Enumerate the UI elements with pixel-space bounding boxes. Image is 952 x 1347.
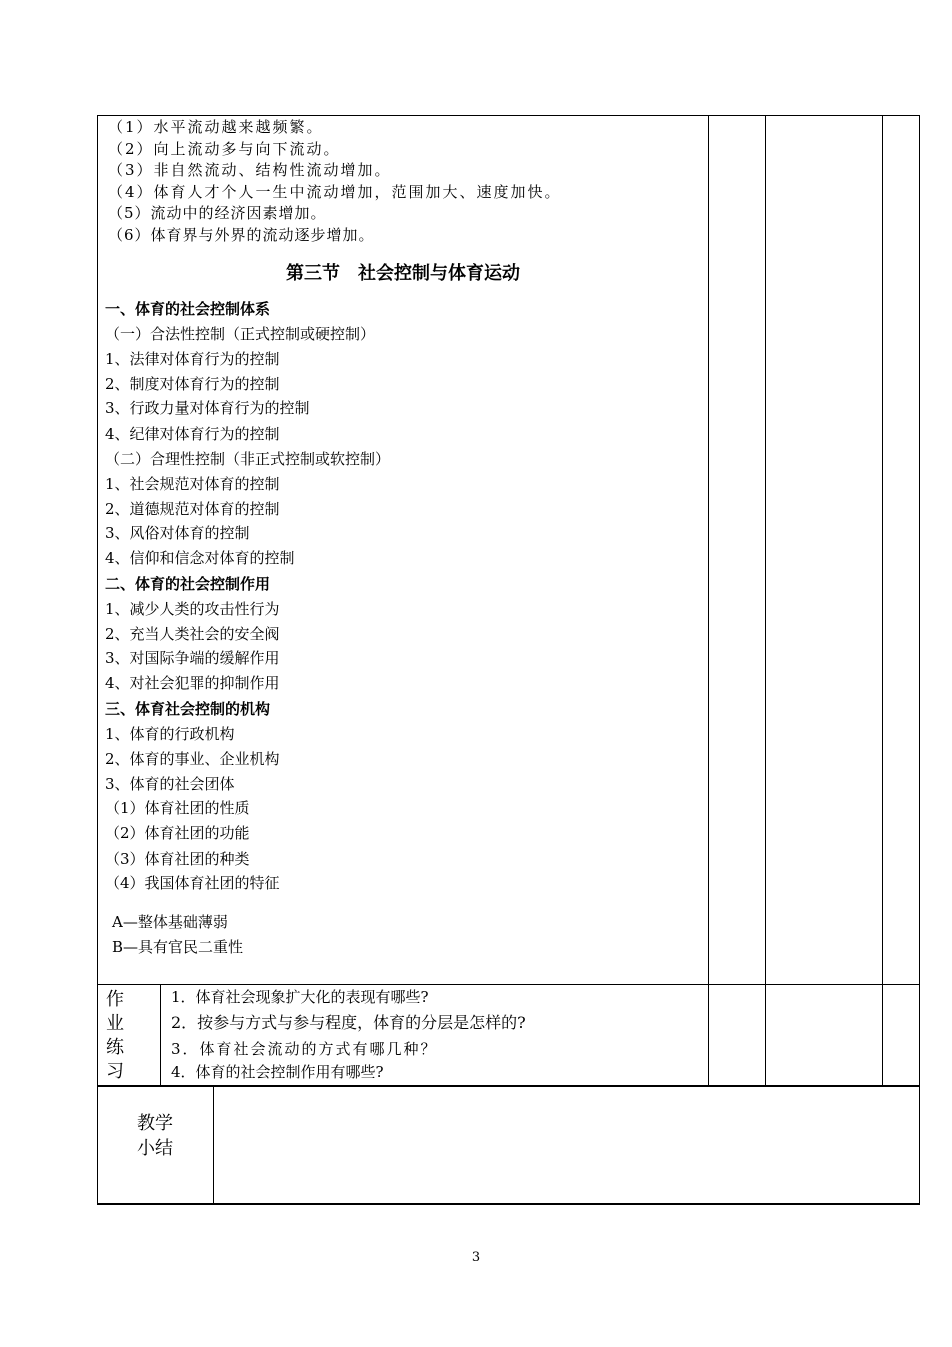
heading-control-system: 一、体育的社会控制体系 bbox=[105, 300, 271, 318]
column-divider-1 bbox=[708, 115, 709, 1086]
summary-label-line2: 小结 bbox=[137, 1138, 173, 1159]
list-item: （5）流动中的经济因素增加。 bbox=[108, 204, 327, 222]
outline-line: 2、制度对体育行为的控制 bbox=[105, 375, 280, 393]
outline-line: （二）合理性控制（非正式控制或软控制） bbox=[105, 450, 391, 468]
outline-line: （一）合法性控制（正式控制或硬控制） bbox=[105, 325, 376, 343]
summary-label-divider bbox=[213, 1086, 214, 1204]
outline-line: 1、法律对体育行为的控制 bbox=[105, 350, 280, 368]
table-bottom-border bbox=[97, 1203, 920, 1205]
page-number: 3 bbox=[471, 1250, 481, 1265]
outline-line: 3、对国际争端的缓解作用 bbox=[105, 649, 280, 667]
outline-line: 1、减少人类的攻击性行为 bbox=[105, 600, 280, 618]
row-divider-homework bbox=[97, 984, 920, 985]
homework-item: 1．体育社会现象扩大化的表现有哪些? bbox=[171, 988, 429, 1006]
column-divider-3 bbox=[882, 115, 883, 1086]
list-item: （1）水平流动越来越频繁。 bbox=[108, 118, 324, 136]
table-right-border bbox=[919, 115, 920, 1205]
homework-label-char: 业 bbox=[106, 1013, 124, 1034]
homework-item: 4．体育的社会控制作用有哪些? bbox=[171, 1063, 384, 1081]
homework-label-char: 练 bbox=[106, 1037, 124, 1058]
outline-line: （3）体育社团的种类 bbox=[105, 850, 250, 868]
sub-item: B—具有官民二重性 bbox=[112, 938, 244, 956]
section-title: 第三节 社会控制与体育运动 bbox=[286, 263, 520, 284]
outline-line: 4、对社会犯罪的抑制作用 bbox=[105, 674, 280, 692]
outline-line: （1）体育社团的性质 bbox=[105, 799, 250, 817]
outline-line: （4）我国体育社团的特征 bbox=[105, 874, 280, 892]
outline-line: 2、充当人类社会的安全阀 bbox=[105, 625, 280, 643]
outline-line: 4、纪律对体育行为的控制 bbox=[105, 425, 280, 443]
outline-line: 3、体育的社会团体 bbox=[105, 775, 235, 793]
heading-control-institutions: 三、体育社会控制的机构 bbox=[105, 700, 271, 718]
outline-line: 3、行政力量对体育行为的控制 bbox=[105, 399, 310, 417]
homework-item: 2．按参与方式与参与程度，体育的分层是怎样的? bbox=[171, 1013, 526, 1032]
homework-label-char: 习 bbox=[106, 1061, 124, 1082]
list-item: （3）非自然流动、结构性流动增加。 bbox=[108, 161, 392, 179]
list-item: （2）向上流动多与向下流动。 bbox=[108, 140, 341, 158]
outline-line: 4、信仰和信念对体育的控制 bbox=[105, 549, 295, 567]
outline-line: （2）体育社团的功能 bbox=[105, 824, 250, 842]
homework-item: 3．体育社会流动的方式有哪几种？ bbox=[171, 1040, 438, 1058]
row-divider-summary bbox=[97, 1085, 920, 1087]
outline-line: 3、风俗对体育的控制 bbox=[105, 524, 250, 542]
heading-control-function: 二、体育的社会控制作用 bbox=[105, 575, 271, 593]
homework-label-char: 作 bbox=[106, 989, 124, 1010]
sub-item: A—整体基础薄弱 bbox=[112, 913, 228, 931]
list-item: （6）体育界与外界的流动逐步增加。 bbox=[108, 226, 375, 244]
list-item: （4）体育人才个人一生中流动增加，范围加大、速度加快。 bbox=[108, 183, 562, 201]
summary-label-line1: 教学 bbox=[137, 1113, 173, 1134]
outline-line: 1、体育的行政机构 bbox=[105, 725, 235, 743]
outline-line: 2、道德规范对体育的控制 bbox=[105, 500, 280, 518]
outline-line: 1、社会规范对体育的控制 bbox=[105, 475, 280, 493]
column-divider-2 bbox=[765, 115, 766, 1086]
homework-label-divider bbox=[160, 984, 161, 1086]
outline-line: 2、体育的事业、企业机构 bbox=[105, 750, 280, 768]
